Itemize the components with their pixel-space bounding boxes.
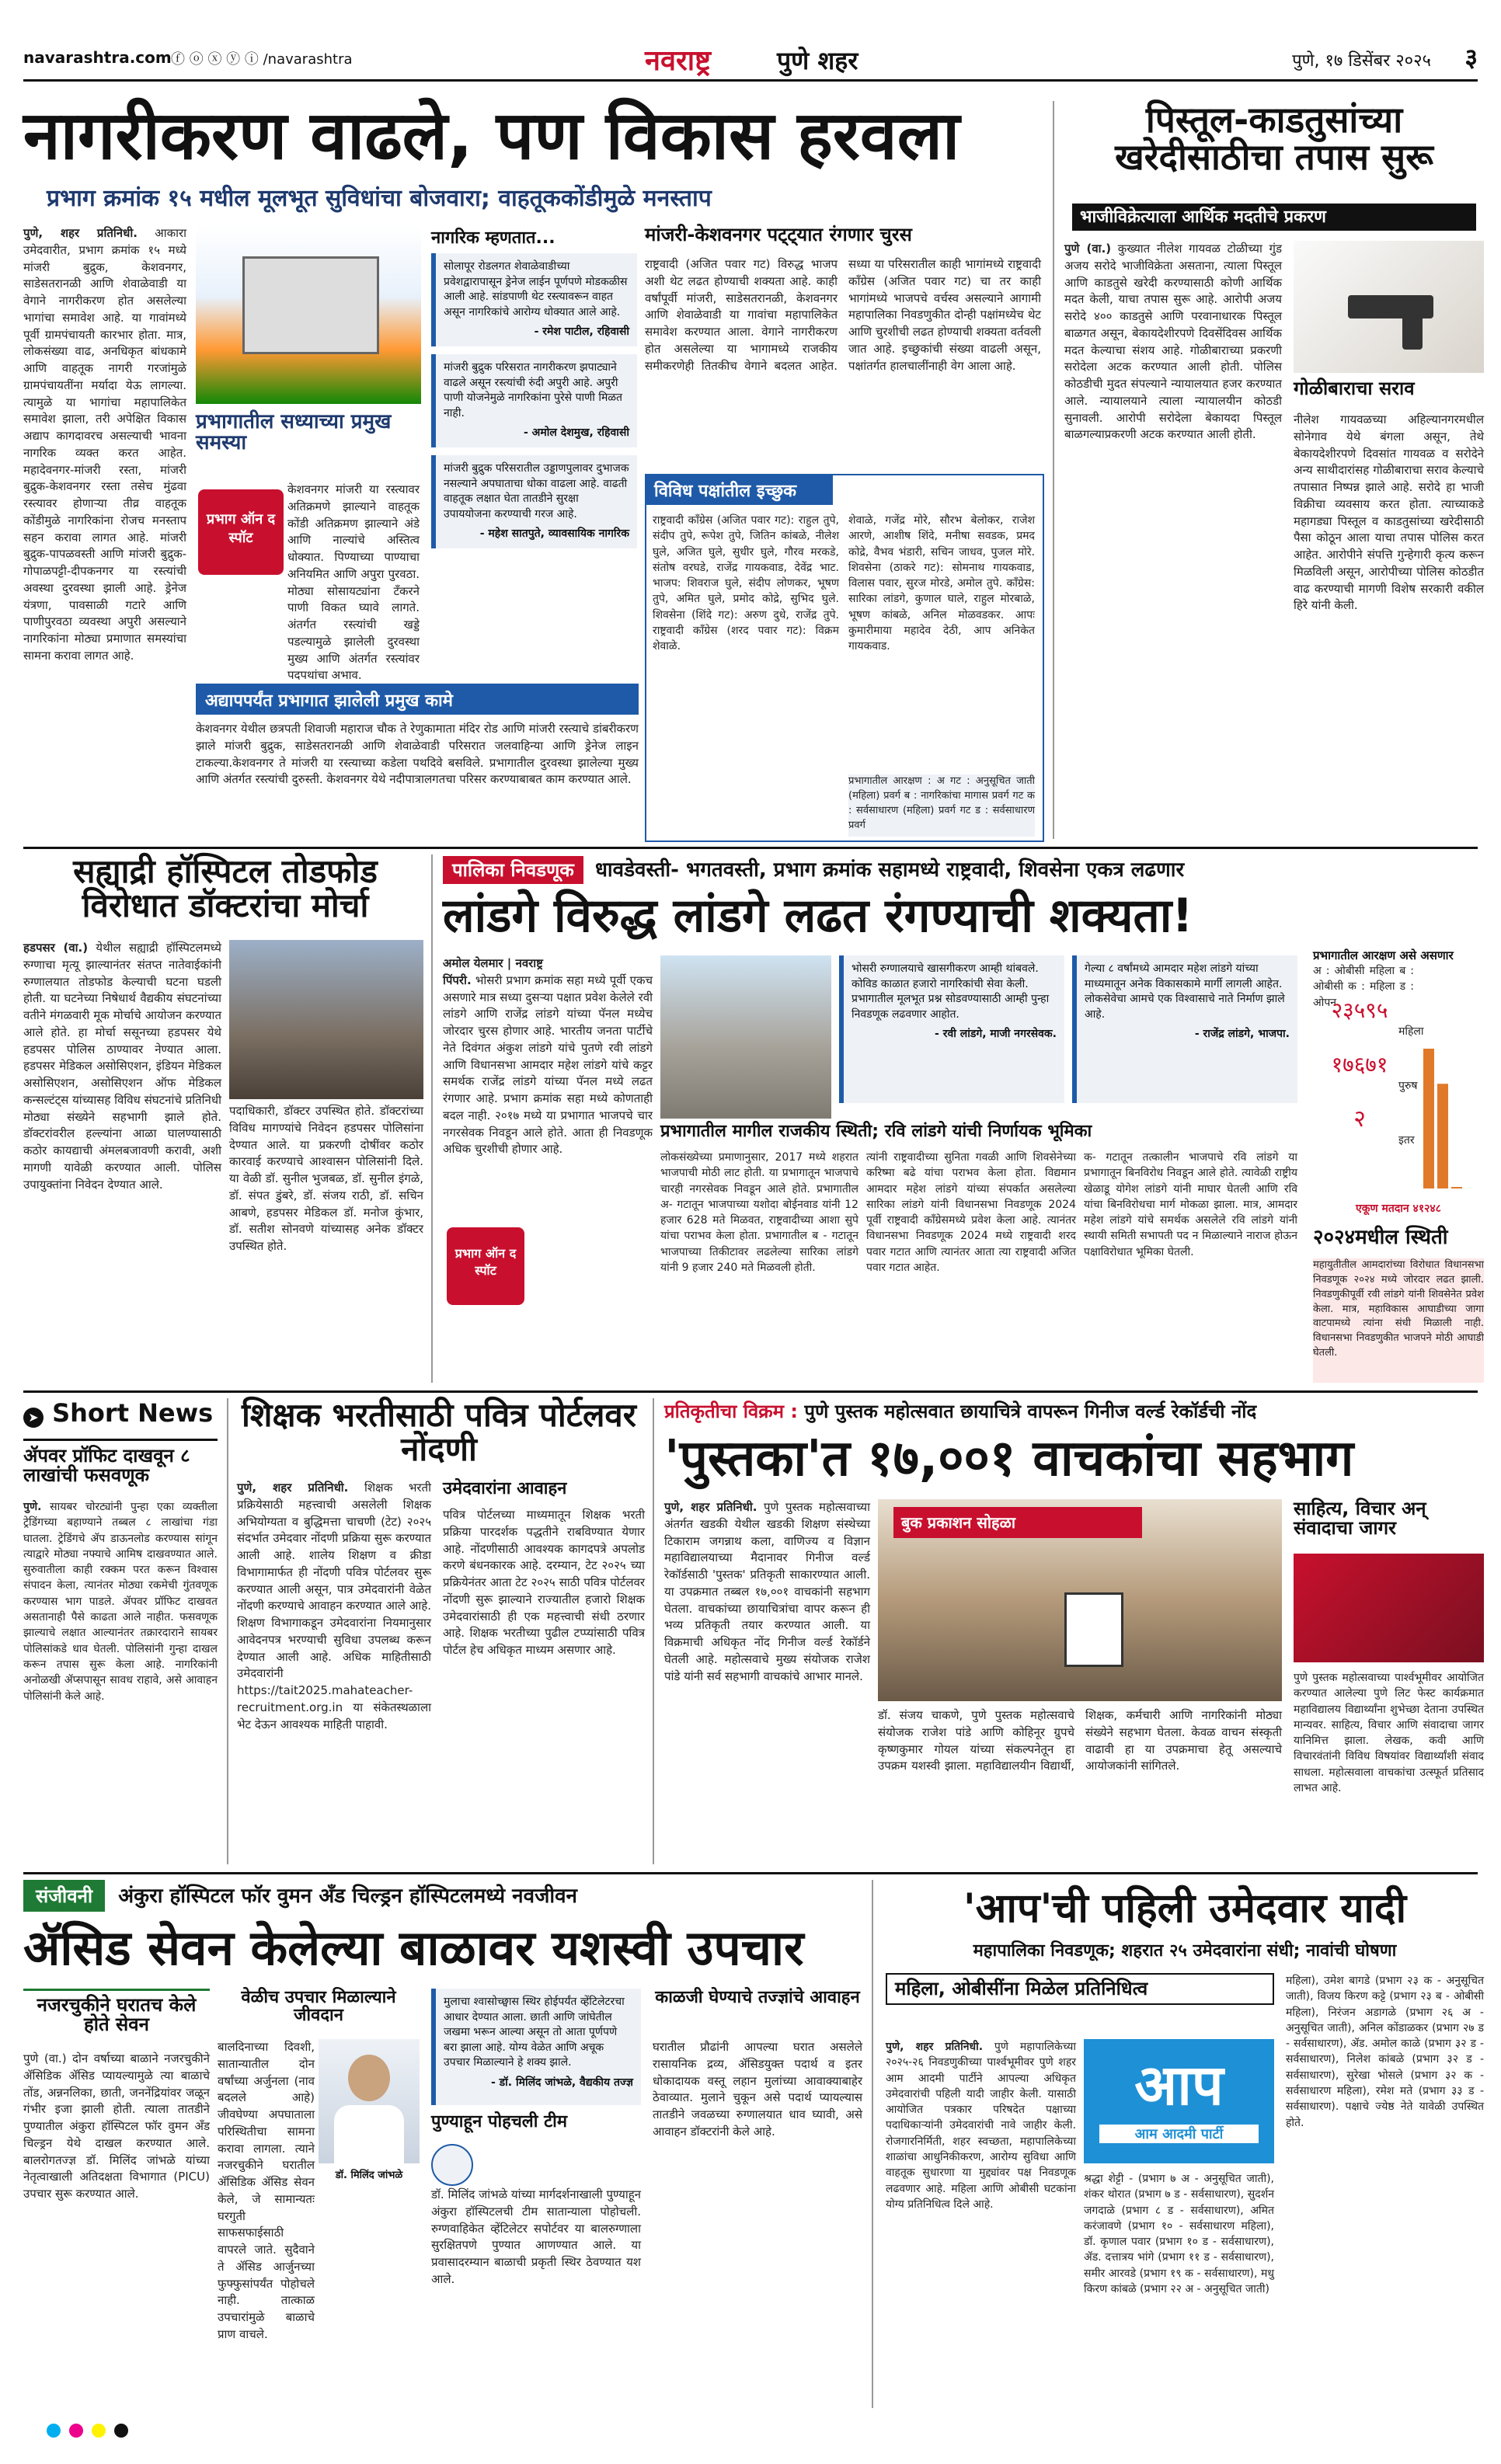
quote-text: मुलाचा श्वासोच्छ्वास स्थिर होईपर्यंत व्हेंटिलेटरचा आधार देण्यात आला. छाती आणि जांघेतील जखमा भरून आल्या असून तो आता पूर्णपणे बरा झाला आहे. योग्य वेळेत आणि अचूक उपचार मिळाल्याने हे शक्य झाले.	[444, 1996, 625, 2069]
page-number: ३	[1464, 43, 1478, 72]
aap-list-col-2: महिला), उमेश बागडे (प्रभाग २३ क - अनुसूचित जाती), विजय किरण कट्टे (प्रभाग २३ ब - ओबीसी महिला), निरंजन अडागळे (प्रभाग २६ अ - अनुसूचित जाती), अनिल कोंडाळकर (प्रभाग २७ ड - सर्वसाधारण), ॲड. अमोल काळे (प्रभाग ३२ ड - सर्वसाधारण), निलेश कांबळे (प्रभाग ३२ ड - सर्वसाधारण), सुरेखा भोसले (प्रभाग ३२ क - सर्वसाधारण महिला), रमेश मते (प्रभाग ३३ ड - सर्वसाधारण). पक्षाचे ज्येष्ठ नेते यावेळी उपस्थित होते.	[1286, 1975, 1484, 2129]
box2-body-cont	[218, 2198, 420, 2408]
landge-spot-box	[447, 1227, 649, 1383]
hospital-body-2: पदाधिकारी, डॉक्टर उपस्थित होते. डॉक्टरांच्या विविध मागण्यांचे निवेदन हडपसर पोलिसांना देण्यात आले. या प्रकरणी दोषींवर कठोर कारवाई करण्याचे आश्वासन पोलिसांनी दिले. या वेळी डॉ. सुनील भुजबळ, डॉ. सुनील इंगळे, डॉ. संपत डुंबरे, डॉ. संजय राठी, डॉ. सचिन आबणे, हडपसर मेडिकल डॉ. मनोज कुंभार, डॉ. सतीश सोनवणे यांच्यासह अनेक डॉक्टर उपस्थित होते.	[229, 1104, 423, 1253]
short-news-title: Short News	[52, 1398, 214, 1428]
event-banner: बुक प्रकाशन सोहळा	[893, 1507, 1142, 1538]
keshavnagar-body: राष्ट्रवादी (अजित पवार गट) विरुद्ध भाजप अशी थेट लढत होण्याची शक्यता आहे. काही वर्षांपूर्वी मांजरी, साडेसतरानळी, केशवनगर आणि शेवाळेवाडी या गावांचा महापालिकेत समावेश करण्यात आला. वेगाने नागरीकरण होत असलेल्या या भागामध्ये राजकीय समीकरणेही तितकीच वेगाने बदलत आहेत. सध्या या परिसरातील काही भागांमध्ये राष्ट्रवादी काँग्रेस (अजित पवार गट) चा तर काही भागांमध्ये भाजपचे वर्चस्व असल्याने आगामी महापालिका निवडणुकीत दोन्ही पक्षांमध्येच थेट आणि चुरशीची लढत होण्याची शक्यता वर्तवली जात आहे. इच्छुकांची संख्या वाढली असून, पक्षांतर्गत हालचालींनाही वेग आला आहे.	[645, 257, 1041, 373]
chart-bar	[1423, 1049, 1434, 1188]
quote-card	[431, 455, 637, 548]
landge-kicker-row	[443, 854, 1484, 886]
books-tag: प्रतिकृतीचा विक्रम :	[664, 1401, 798, 1422]
doctors-march-photo	[229, 940, 423, 1099]
pistol-headline: पिस्तूल-काडतुसांच्या खरेदीसाठीचा तपास सुरू	[1115, 99, 1433, 179]
lead-body-col	[23, 225, 186, 831]
team-icon	[431, 2144, 473, 2186]
interested-box	[645, 474, 1044, 842]
landge-history-heading: प्रभागातील मागील राजकीय स्थिती; रवि लांडगे यांची निर्णायक भूमिका	[660, 1122, 1297, 1140]
interested-col-2: शेवाळे, गजेंद्र मोरे, सौरभ बेलोकर, राजेश आरणे, आशीष शिंदे, मनीषा सवडक, प्रमद कोद्रे, वैभव भंडारी, सचिन जाधव, पुजल मोरे. शिवसेना (ठाकरे गट): सोमनाथ गायकवाड, विलास पवार, सुरज मोरडे, अमोल तुपे. काँग्रेस: सारिका लांडगे, कुणाल घाले, राहुल मोरबाळे, भूषण कांबळे, अनिल मोळवडकर. आपः कुमारीमाया महादेव देठी, आप अनिकेत गायकवाड.	[848, 514, 1035, 653]
hospital-body-col	[23, 940, 221, 1383]
teacher-byline: पुणे, शहर प्रतिनिधी.	[237, 1481, 349, 1495]
lead-headline: नागरीकरण वाढले, पण विकास हरवला	[23, 97, 960, 175]
chart-bar	[1437, 1084, 1448, 1188]
works-body: केशवनगर येथील छत्रपती शिवाजी महाराज चौक ते रेणुकामाता मंदिर रोड आणि मांजरी रस्त्याचे डांबरीकरण झाले मांजरी बुद्रुक, साडेसतरानळी आणि शेवाळेवाडी परिसरात जलवाहिन्या आणि ड्रेनेज लाइन टाकल्या.केशवनगर ते मांजरी या रस्त्याच्या कडेला पथदिवे बसविले. प्रभागातील दुरवस्था झालेल्या मुख्य आणि अंतर्गत रस्त्यांची दुरुस्ती. केशवनगर येथे नदीपात्रालगतचा परिसर करण्याबाबत काम करण्यात आले.	[196, 722, 639, 787]
books-side-heading: साहित्य, विचार अन् संवादाचा जागर	[1294, 1498, 1426, 1540]
reservation-title: प्रभागातील आरक्षण असे असणार	[1313, 948, 1454, 962]
aap-body: पुणे महापालिकेच्या २०२५-२६ निवडणुकीच्या पार्श्वभूमीवर पुणे शहर आम आदमी पार्टीने आपल्या अधिकृत उमेदवारांची पहिली यादी जाहीर केली. यासाठी आयोजित पत्रकार परिषदेत पक्षाच्या पदाधिकाऱ्यांनी उमेदवारांची नावे जाहीर केली. रोजगारनिर्मिती, शहर स्वच्छता, महापालिकेच्या शाळांचा आधुनिकीकरण, आरोग्य सुविधा आणि वाहतूक सुधारणा या मुद्द्यांवर पक्ष निवडणूक लढवणार आहे. महिला आणि ओबीसी घटकांना योग्य प्रतिनिधित्व दिले आहे.	[886, 2041, 1076, 2211]
quote-text: भोसरी रुग्णालयाचे खासगीकरण आम्ही थांबवले. कोविड काळात हजारो नागरिकांची सेवा केली. प्रभागातील मूलभूत प्रश्न सोडवण्यासाठी आम्ही पुन्हा निवडणूक लढवणार आहोत.	[851, 962, 1050, 1021]
reservation-bar-chart	[1313, 994, 1484, 1220]
aap-byline: पुणे, शहर प्रतिनिधी.	[886, 2041, 984, 2053]
citizens-label: नागरिक म्हणतात...	[431, 225, 637, 253]
landge-tag: पालिका निवडणूक	[443, 856, 583, 884]
lead-section-heading: प्रभागातील सध्याच्या प्रमुख समस्या	[196, 410, 392, 455]
short-news-headline: ॲपवर प्रॉफिट दाखवून ८ लाखांची फसवणूक	[23, 1445, 190, 1487]
lead-body: आकारा उमेदवारीत, प्रभाग क्रमांक १५ मध्ये मांजरी बुद्रुक, केशवनगर, साडेसतरानळी आणि शेवाळेवाडी या वेगाने नागरीकरण होत असलेल्या भागांचा समावेश आहे. या गावांमध्ये पूर्वी ग्रामपंचायती कारभार होता. मात्र, लोकसंख्या वाढ, अनधिकृत बांधकामे आणि वाहतूक नागरी गरजांमुळे ग्रामपंचायतींना मर्यादा येऊ लागल्या. त्यामुळे या भागांचा महापालिकेत समावेश झाला, तरी अपेक्षित विकास अद्याप कागदावरच असल्याची भावना नागरिक व्यक्त करत आहेत. महादेवनगर-मांजरी रस्ता, मांजरी बुद्रुक-केशवनगर रस्ता तसेच मुंढवा रस्त्यावर होणाऱ्या तीव्र वाहतूक कोंडीमुळे नागरिकांना रोजच मनस्ताप सहन करावा लागत आहे. मांजरी बुद्रुक-पापळवस्ती आणि मांजरी बुद्रुक-गोपाळपट्टी-दीपकनगर या रस्त्यांची अवस्था दुरवस्था झाली आहे. ड्रेनेज यंत्रणा, पावसाळी गटारे आणि पाणीपुरवठा व्यवस्था अपुरी असल्याने नागरिकांना मोठ्या प्रमाणात समस्यांचा सामना करावा लागत आहे.	[23, 226, 186, 663]
teacher-headline: शिक्षक भरतीसाठी पवित्र पोर्टलवर नोंदणी	[242, 1396, 636, 1469]
lead-subhead: प्रभाग क्रमांक १५ मधील मूलभूत सुविधांचा बोजवारा; वाहतूककोंडीमुळे मनस्ताप	[47, 185, 712, 212]
on-the-spot-badge: प्रभाग ऑन द स्पॉट	[447, 1227, 524, 1305]
certificate-frame	[1064, 1592, 1123, 1667]
chart-value-label: १७६७१	[1331, 1052, 1388, 1077]
ravi-landge-quote	[839, 955, 1064, 1103]
tricolor-photo	[196, 225, 421, 404]
doctor-quote	[431, 1989, 641, 2105]
quote-text: सोलापूर रोडलगत शेवाळेवाडीच्या प्रवेशद्वारापासून ड्रेनेज लाईन पूर्णपणे मोडकळीस आली आहे. सांडपाणी थेट रस्त्यावरून वाहत असून नागरिकांचे आरोग्य धोक्यात आले आहे.	[444, 260, 628, 318]
sanjeevani-headline: ॲसिड सेवन केलेल्या बाळावर यशस्वी उपचार	[23, 1919, 804, 1976]
books-kicker: पुणे पुस्तक महोत्सवात छायाचित्रे वापरून गिनीज वर्ल्ड रेकॉर्डची नोंद	[804, 1401, 1257, 1422]
landge-byline: अमोल येलमार | नवराष्ट्र	[443, 956, 543, 970]
books-event-photo	[878, 1499, 1282, 1701]
box2-body: बालदिनाच्या दिवशी, सातान्यातील दोन वर्षांच्या अर्जुनला (नाव बदलले आहे) जीवघेण्या अपघाताला परिस्थितीचा सामना करावा लागला. त्याने नजरचुकीने घरातील ॲसिडिक ॲसिड सेवन केले, जे सामान्यतः घरगुती साफसफाईसाठी वापरले जाते. सुदैवाने ते ॲसिड आर्जुनच्या फुफ्फुसांपर्यंत पोहोचले नाही. तात्काळ उपचारांमुळे बाळाचे प्राण वाचले.	[218, 2040, 315, 2341]
citizens-quotes	[431, 225, 637, 707]
pistol-body-col	[1064, 241, 1282, 839]
pistol-grip-icon	[1402, 315, 1423, 350]
teacher-body-2: पवित्र पोर्टलच्या माध्यमातून शिक्षक भरती प्रक्रिया पारदर्शक पद्धतीने राबविण्यात येणार आहे. नोंदणीसाठी आवश्यक कागदपत्रे अपलोड करणे बंधनकारक आहे. दरम्यान, टेट २०२५ च्या प्रक्रियेनंतर आता टेट २०२५ साठी पवित्र पोर्टलवर नोंदणी सुरू झाल्याने राज्यातील हजारो शिक्षक उमेदवारांसाठी ही एक महत्त्वाची संधी ठरणार आहे. शिक्षक भरतीच्या पुढील टप्प्यांसाठी पवित्र पोर्टल हेच अधिकृत माध्यम असणार आहे.	[443, 1508, 645, 1657]
landge-place: पिंपरी.	[443, 973, 472, 987]
doctor-face	[348, 2055, 390, 2101]
interested-heading: विविध पक्षांतील इच्छुक	[646, 475, 833, 505]
aap-box-heading: महिला, ओबीसींना मिळेल प्रतिनिधित्व	[886, 1973, 1274, 2005]
sanjeevani-tag: संजीवनी	[23, 1880, 105, 1912]
short-news-header	[23, 1398, 218, 1441]
section-name: पुणे शहर	[777, 46, 858, 75]
interested-col-1: राष्ट्रवादी काँग्रेस (अजित पवार गट): राहुल तुपे, संदीप तुपे, रूपेश तुपे, जितिन कांबळे, नीलेश घुले, अजित घुले, सुधीर घुले, गौरव मरकडे, संतोष वरघडे, राजेंद्र गायकवाड, देवेंद्र भाट. भाजप: शिवराज घुले, संदीप लोणकर, भूषण तुपे, अमित घुले, प्रमोद कोद्रे, सुभिद घुले. शिवसेना (शिंदे गट): अरुण दुधे, राजेंद्र तुपे. राष्ट्रवादी काँग्रेस (शरद पवार गट): विक्रम शेवाळे.	[653, 514, 839, 653]
quote-author: - रमेश पाटील, रहिवासी	[534, 325, 629, 339]
aap-body-col	[886, 2039, 1076, 2408]
reservation-body: अ : ओबीसी महिला ब : ओबीसी क : महिला ड : ओपन	[1313, 965, 1414, 1009]
books-side-photo	[1294, 1554, 1484, 1662]
chart-category-label: महिला	[1398, 1025, 1424, 1038]
quote-author: - राजेंद्र लांडगे, भाजपा.	[1194, 1028, 1290, 1041]
doctor-photo	[319, 2039, 420, 2163]
hospital-byline: हडपसर (वा.)	[23, 941, 89, 955]
books-body: पुणे पुस्तक महोत्सवाच्या अंतर्गत खडकी येथील खडकी शिक्षण संस्थेच्या टिकाराम जगन्नाथ कला, वाणिज्य व विज्ञान महाविद्यालयाच्या मैदानावर गिनीज वर्ल्ड रेकॉर्डसाठी 'पुस्तक' प्रतिकृती साकारण्यात आली. या उपक्रमात तब्बल १७,००१ वाचकांनी सहभाग घेतला. वाचकांच्या छायाचित्रांचा वापर करून ही भव्य प्रतिकृती तयार करण्यात आली. या विक्रमाची अधिकृत नोंद गिनीज वर्ल्ड रेकॉर्डने घेतली आहे. महोत्सवाचे मुख्य संयोजक राजेश पांडे यांनी सर्व सहभागी वाचकांचे आभार मानले.	[664, 1500, 870, 1683]
aap-logo	[1084, 2039, 1274, 2163]
pistol-photo	[1294, 241, 1484, 373]
quote-text: मांजरी बुद्रुक परिसरातील उड्डाणपुलावर दुभाजक नसल्याने अपघाताचा धोका वाढला आहे. वाढती वाहतूक लक्षात घेता तातडीने सुरक्षा उपाययोजना करण्याची गरज आहे.	[444, 461, 629, 520]
divider	[872, 1880, 873, 2408]
lead-section-body-a: केशवनगर मांजरी या रस्त्यावर अतिक्रमणे झाल्याने वाहतूक कोंडी अतिक्रमण झाल्याने अंडे आणि नाल्यांचे अस्तित्व धोक्यात. पिण्याच्या पाण्याचा अनियमित आणि अपुरा पुरवठा. मोठ्या सोसायट्यांना टँकरने पाणी विकत घ्यावे लागते. अंतर्गत रस्त्यांची खड्डे पडल्यामुळे झालेली दुरवस्था मुख्य आणि अंतर्गत रस्त्यांवर पदपथांचा अभाव.	[287, 482, 420, 683]
teacher-body-col	[237, 1480, 431, 1864]
teacher-sub: उमेदवारांना आवाहन	[443, 1479, 567, 1498]
masthead	[23, 40, 1478, 82]
site-url[interactable]: navarashtra.com	[23, 48, 172, 67]
books-body-col	[664, 1499, 870, 1864]
social-handles: ⓕ ⓞ ⓧ ⓨ ⓘ /navarashtra	[171, 51, 353, 68]
divider	[653, 1398, 654, 1864]
quote-text: गेल्या ८ वर्षांमध्ये आमदार महेश लांडगे यांच्या माध्यमातून अनेक विकासकामे मार्गी लागली आहेत. लोकसेवेचा आमचे एक विश्वासाचे नाते निर्माण झाले आहे.	[1085, 962, 1285, 1021]
chart-category-label: इतर	[1398, 1134, 1415, 1147]
history-col-2: त्यांनी राष्ट्रवादीच्या सुनिता गवळी आणि शिवसेनेच्या करिष्मा बढे यांचा पराभव केला होता. विद्यमान आमदार महेश लांडगे यांच्या संपर्कात असलेल्या सारिका लांडगे यांनी विधानसभा निवडणूक 2024 पूर्वी राष्ट्रवादी काँग्रेसमध्ये प्रवेश केला आहे. त्यानंतर विधानसभा निवडणूक 2024 मध्ये राष्ट्रवादी शरद पवार गटात आणि त्यानंतर आता त्या राष्ट्रवादी अजित पवार गटात आहेत.	[866, 1151, 1076, 1275]
section-divider	[23, 1872, 1478, 1874]
box2-heading: वेळीच उपचार मिळाल्याने जीवदान	[241, 1988, 396, 2026]
quote-card	[431, 253, 637, 346]
box1-heading: नजरचुकीने घरातच केले होते सेवन	[23, 1989, 210, 2034]
arrow-right-icon: ➤	[23, 1408, 44, 1428]
aap-subhead: महापालिका निवडणूक; शहरात २५ उमेदवारांना संधी; नावांची घोषणा	[973, 1941, 1397, 1961]
books-headline: 'पुस्तका'त १७,००१ वाचकांचा सहभाग	[664, 1430, 1354, 1488]
box4-body: डॉ. मिलिंद जांभळे यांच्या मार्गदर्शनाखाली पुण्याहून अंकुरा हॉस्पिटलची टीम सातान्याला पोहोचली. रुग्णवाहिकेत व्हेंटिलेटर सपोर्टवर या बालरुग्णाला सुरक्षितपणे पुण्यात आणण्यात आले. या प्रवासादरम्यान बाळाची प्रकृती स्थिर ठेवण्यात यश आले.	[431, 2187, 641, 2286]
status-body: महायुतीतील आमदारांच्या विरोधात विधानसभा निवडणूक २०२४ मध्ये जोरदार लढत झाली. निवडणुकीपूर्वी रवी लांडगे यांनी शिवसेनेत प्रवेश केला. मात्र, महाविकास आघाडीच्या जागा वाटपामध्ये त्यांना संधी मिळाली नाही. विधानसभा निवडणुकीत भाजपने मोठी आघाडी घेतली.	[1313, 1258, 1484, 1383]
keshavnagar-heading: मांजरी-केशवनगर पट्ट्यात रंगणार चुरस	[645, 224, 912, 245]
status-heading: २०२४मधील स्थिती	[1313, 1226, 1448, 1249]
landge-headline: लांडगे विरुद्ध लांडगे लढत रंगण्याची शक्यता!	[443, 889, 1193, 943]
quote-author: - रवी लांडगे, माजी नगरसेवक.	[935, 1028, 1057, 1041]
books-byline: पुणे, शहर प्रतिनिधी.	[664, 1500, 757, 1514]
print-registration-marks	[47, 2424, 1454, 2447]
doctor-caption: डॉ. मिलिंद जांभळे	[335, 2170, 403, 2181]
works-heading: अद्यापपर्यंत प्रभागात झालेली प्रमुख कामे	[196, 684, 639, 715]
quote-author: - अमोल देशमुख, रहिवासी	[523, 426, 629, 440]
chart-value-label: २	[1353, 1105, 1366, 1133]
aap-list-col-1: श्रद्धा शेट्टी - (प्रभाग ७ अ - अनुसूचित जाती), शंकर थोरात (प्रभाग ७ ड - सर्वसाधारण), सुदर्शन जगदाळे (प्रभाग ८ ड - सर्वसाधारण), अमित करंजावणे (प्रभाग १० - सर्वसाधारण महिला), डॉ. कृणाल पवार (प्रभाग १० ड - सर्वसाधारण), ॲड. दत्तात्रय भांगे (प्रभाग ११ ड - सर्वसाधारण), समीर आरवडे (प्रभाग १९ क - सर्वसाधारण), मधु किरण कांबळे (प्रभाग २२ अ - अनुसूचित जाती)	[1084, 2173, 1274, 2296]
evm-illustration	[242, 256, 379, 354]
history-col-1: लोकसंख्येच्या प्रमाणानुसार, 2017 मध्ये शहरात भाजपाची मोठी लाट होती. या प्रभागातून भाजपाचे चारही नगरसेवक निवडून आले होते. प्रभागातील अ- गटातून भाजपाच्या यशोदा बोईनवाड यांनी 12 हजार 628 मते मिळवत, राष्ट्रवादीच्या आशा सुपे यांचा पराभव केला होता. प्रभागातील ब - गटातून भाजपाच्या तिकीटावर लढलेल्या सारिका लांडगे यांनी 9 हजार 240 मते मिळवली होती.	[660, 1151, 858, 1275]
history-col-3: क- गटातून तत्कालीन भाजपाचे रवि लांडगे या प्रभागातून बिनविरोध निवडून आले होते. त्यावेळी राष्ट्रीय खेळाडू योगेश लांडगे यांनी माघार घेतली आणि रवि यांचा बिनविरोधचा मार्ग मोकळा झाला. मात्र, आमदार महेश लांडगे यांचे समर्थक असलेले रवि लांडगे यांनी स्थायी समिती सभापती पद न मिळाल्याने नाराज होऊन पक्षाविरोधात भूमिका घेतली.	[1084, 1151, 1297, 1258]
quote-author: - डॉ. मिलिंद जांभळे, वैद्यकीय तज्ज्ञ	[490, 2076, 633, 2089]
box4-heading: पुण्याहून पोहचली टीम	[431, 2112, 568, 2132]
landge-kicker: धावडेवस्ती- भगतवस्ती, प्रभाग क्रमांक सहामध्ये राष्ट्रवादी, शिवसेना एकत्र लढणार	[594, 858, 1185, 882]
chart-category-label: पुरुष	[1398, 1080, 1418, 1092]
short-news-body: सायबर चोरट्यांनी पुन्हा एका व्यक्तीला ट्रेडिंगच्या बहाण्याने तब्बल ८ लाखांचा गंडा घातला. ट्रेडिंगचे ॲप डाऊनलोड करण्यास सांगून त्याद्वारे मोठ्या नफ्याचे आमिष दाखवण्यात आले. सुरुवातीला काही रक्कम परत करून विश्वास संपादन केला, त्यानंतर मोठ्या रकमेची गुंतवणूक करण्यास भाग पाडले. ॲपवर प्रॉफिट दाखवत असतानाही पैसे काढता आले नाहीत. फसवणूक झाल्याचे लक्षात आल्यानंतर तक्रारदाराने सायबर पोलिसांकडे धाव घेतली. पोलिसांनी गुन्हा दाखल करून तपास सुरू केला आहे. नागरिकांनी अनोळखी ॲप्सपासून सावध राहावे, असे आवाहन पोलिसांनी केले आहे.	[23, 1501, 218, 1703]
divider	[227, 1398, 228, 1864]
reservation-footer: प्रभागातील आरक्षण : अ गट : अनुसूचित जाती (महिला) प्रवर्ग ब : नागरिकांचा मागास प्रवर्ग गट क : सर्वसाधारण (महिला) प्रवर्ग गट ड : सर्वसाधारण प्रवर्ग	[848, 774, 1035, 837]
issue-date: पुणे, १७ डिसेंबर २०२५	[1292, 51, 1431, 71]
books-body-2: डॉ. संजय चाकणे, पुणे पुस्तक महोत्सवाचे संयोजक राजेश पांडे आणि कोहिनूर ग्रुपचे कृष्णकुमार गोयल यांच्या संकल्पनेतून हा उपक्रम यशस्वी झाला. महाविद्यालयीन विद्यार्थी, शिक्षक, कर्मचारी आणि नागरिकांनी मोठ्या संख्येने सहभाग घेतला. केवळ वाचन संस्कृती वाढावी हा या उपक्रमाचा हेतू असल्याचे आयोजकांनी सांगितले.	[878, 1708, 1282, 1773]
teacher-body: शिक्षक भरती प्रक्रियेसाठी महत्त्वाची असलेली शिक्षक अभियोग्यता व बुद्धिमत्ता चाचणी (टेट) २०२५ संदर्भात उमेदवार नोंदणी प्रक्रिया सुरू करण्यात आली आहे. शालेय शिक्षण व क्रीडा विभागामार्फत ही नोंदणी पवित्र पोर्टलवर सुरू करण्यात आली असून, पात्र उमेदवारांनी वेळेत नोंदणी करण्याचे आवाहन करण्यात आले आहे. शिक्षण विभागाकडून उमेदवारांना नियमानुसार आवेदनपत्र भरण्याची सुविधा उपलब्ध करून देण्यात आली आहे. अधिक माहितीसाठी उमेदवारांनी https://tait2025.mahateacher-recruitment.org.in या संकेतस्थळाला भेट देऊन आवश्यक माहिती पाहावी.	[237, 1481, 431, 1731]
books-side-body: पुणे पुस्तक महोत्सवाच्या पार्श्वभूमीवर आयोजित करण्यात आलेल्या पुणे लिट फेस्ट कार्यक्रमात महाविद्यालय विद्यार्थ्यांना शुभेच्छा देताना उपस्थित मान्यवर. साहित्य, विचार आणि संवादाचा जागर यानिमित्त झाला. लेखक, कवी आणि विचारवंतांनी विविध विषयांवर विद्यार्थ्यांशी संवाद साधला. महोत्सवाला वाचकांचा उत्स्फूर्त प्रतिसाद लाभत आहे.	[1294, 1672, 1484, 1795]
pistol-body: कुख्यात नीलेश गायवळ टोळीच्या गुंड अजय सरोदे भाजीविक्रेता असताना, त्याला पिस्तूल आणि काडतुसे खरेदी करण्यासाठी कोणी आर्थिक मदत केली, याचा तपास सुरू आहे. आरोपी अजय सरोदे ४०० काडतुसे आणि परवानाधारक पिस्तूल बाळगत असून, बेकायदेशीरपणे दिवसेंदिवस आर्थिक मदत केल्याचा संशय आहे. गोळीबाराच्या प्रकरणी सरोदेला अटक करण्यात आली होती. पोलिस कोठडीची मुदत संपल्याने न्यायालयात हजर करण्यात आले. न्यायालयाने त्याला न्यायालयीन कोठडी सुनावली. आरोपी सरोदेला बेकायदा पिस्तूल बाळगल्याप्रकरणी अटक करण्यात आली होती.	[1064, 242, 1282, 442]
pistol-subhead: भाजीविक्रेत्याला आर्थिक मदतीचे प्रकरण	[1072, 204, 1476, 231]
pistol-photo-caption: गोळीबाराचा सराव	[1294, 378, 1415, 399]
divider	[431, 854, 433, 1383]
quote-text: मांजरी बुद्रुक परिसरात नागरीकरण झपाट्याने वाढले असून रस्त्यांची रुंदी अपुरी आहे. अपुरी पाणी योजनेमुळे नागरिकांना पुरेसे पाणी मिळत नाही.	[444, 360, 622, 419]
section-divider	[23, 847, 1478, 849]
landge-body: भोसरी प्रभाग क्रमांक सहा मध्ये पूर्वी एकच असणारे मात्र सध्या दुसऱ्या पक्षात प्रवेश केलेले रवी लांडगे आणि राजेंद्र लांडगे यांच्या पॅनल मध्येच जोरदार चुरस होणार आहे. भारतीय जनता पार्टीचे नेते दिवंगत अंकुश लांडगे यांचे पुतणे रवी लांडगे आणि विधानसभा आमदार महेश लांडगे यांचे कट्टर समर्थक राजेंद्र लांडगे यांच्या पॅनल मध्ये लढत रंगणार आहे. प्रभाग क्रमांक सहा मध्ये कोणताही बदल नाही. २०१७ मध्ये या प्रभागात भाजपचे चार नगरसेवक निवडून आले होते. आता ही निवडणूक अधिक चुरशीची होणार आहे.	[443, 973, 653, 1157]
section-divider	[23, 1390, 1478, 1393]
hospital-building-photo	[660, 955, 831, 1119]
quote-card	[431, 354, 637, 447]
newspaper-logo: नवराष्ट्र	[645, 44, 712, 77]
aap-logo-caption: आम आदमी पार्टी	[1099, 2125, 1259, 2143]
short-news-byline: पुणे.	[23, 1501, 42, 1513]
divider	[1053, 101, 1054, 839]
hospital-body: येथील सह्याद्री हॉस्पिटलमध्ये रुग्णाचा मृत्यू झाल्यानंतर संतप्त नातेवाईकांनी रुग्णालयात तोडफोड केल्याची घटना घडली होती. या घटनेच्या निषेधार्थ वैद्यकीय संघटनांच्या वतीने मंगळवारी मूक मोर्चाचे आयोजन करण्यात आले होते. हा मोर्चा ससूनच्या हडपसर येथे हडपसर पोलिस ठाण्यावर नेण्यात आला. हडपसर मेडिकल असोसिएशन, इंडियन मेडिकल असोसिएशन, असोसिएशन ऑफ मेडिकल कन्सल्टंट्स यांच्यासह विविध संघटनांचे प्रतिनिधी मोठ्या संख्येने सहभागी झाले होते. डॉक्टरांवरील हल्ल्यांना आळा घालण्यासाठी कठोर कायद्याची अंमलबजावणी करावी, अशी मागणी यावेळी करण्यात आली. पोलिस उपायुक्तांना निवेदन देण्यात आले.	[23, 941, 221, 1192]
sanjeevani-kicker-row	[23, 1880, 862, 1914]
box5-body: घरातील प्रौढांनी आपल्या घरात असलेले रासायनिक द्रव्य, ॲसिडयुक्त पदार्थ व इतर धोकादायक वस्तू लहान मुलांच्या आवाक्याबाहेर ठेवाव्यात. मुलाने चुकून असे पदार्थ प्यायल्यास तातडीने जवळच्या रुग्णालयात धाव घ्यावी, असे आवाहन डॉक्टरांनी केले आहे.	[653, 2040, 862, 2139]
lead-byline: पुणे, शहर प्रतिनिधी.	[23, 226, 138, 240]
landge-body-col	[443, 955, 653, 1220]
doctor-coat	[334, 2105, 404, 2163]
reservation-chart-box	[1313, 948, 1484, 1227]
chart-bar	[1451, 1187, 1462, 1188]
pistol-side-body: नीलेश गायवळच्या अहिल्यानगरमधील सोनेगाव येथे बंगला असून, तेथे बेकायदेशीरपणे दिवसांत गायवळ व सरोदेने अन्य साथीदारांसह गोळीबाराचा सराव केल्याचे तपासात निष्पन्न झाले आहे. सरोदे हा भाजी विक्रीचा व्यवसाय करत होता. त्याच्याकडे महागड्या पिस्तूल व काडतुसांच्या खरेदीसाठी पैसा कोठून आला याचा तपास पोलिस करत आहेत. आरोपीने संपत्ति गुन्हेगारी कृत्य करून मिळविली असून, आरोपीच्या पोलिस कोठडीत वाढ करण्याची मागणी विशेष सरकारी वकील हिरे यांनी केली.	[1294, 412, 1484, 613]
books-kicker-row	[664, 1398, 1484, 1429]
short-news-body-col	[23, 1499, 218, 1864]
chart-caption: एकूण मतदान ४१२४८	[1356, 1202, 1441, 1215]
aap-headline: 'आप'ची पहिली उमेदवार यादी	[963, 1885, 1407, 1932]
box1-body: पुणे (वा.) दोन वर्षाच्या बाळाने नजरचुकीने ॲसिडिक ॲसिड प्यायल्यामुळे त्या बाळाचे तोंड, अन्ननलिका, छाती, जननेंद्रियांवर जळून गंभीर इजा झाली होती. त्याला तातडीने पुण्यातील अंकुरा हॉस्पिटल फॉर वुमन अँड चिल्ड्रन येथे दाखल करण्यात आले. बालरोगतज्ज्ञ डॉ. मिलिंद जांभळे यांच्या नेतृत्वाखाली अतिदक्षता विभागात (PICU) उपचार सुरू करण्यात आले.	[23, 2052, 210, 2201]
quote-author: - महेश सातपुते, व्यावसायिक नागरिक	[479, 527, 629, 541]
aap-logo-text: आप	[1134, 2052, 1224, 2118]
chart-value-label: २३५९५	[1331, 997, 1388, 1023]
pistol-byline: पुणे (वा.)	[1064, 242, 1112, 256]
box5-heading: काळजी घेण्याचे तज्ज्ञांचे आवाहन	[655, 1988, 860, 2007]
on-the-spot-badge: प्रभाग ऑन द स्पॉट	[198, 489, 284, 575]
rajendra-landge-quote	[1072, 955, 1297, 1103]
sanjeevani-kicker: अंकुरा हॉस्पिटल फॉर वुमन अँड चिल्ड्रन हॉस्पिटलमध्ये नवजीवन	[118, 1885, 577, 1908]
hospital-headline: सह्याद्री हॉस्पिटल तोडफोड विरोधात डॉक्टरांचा मोर्चा	[73, 852, 378, 925]
